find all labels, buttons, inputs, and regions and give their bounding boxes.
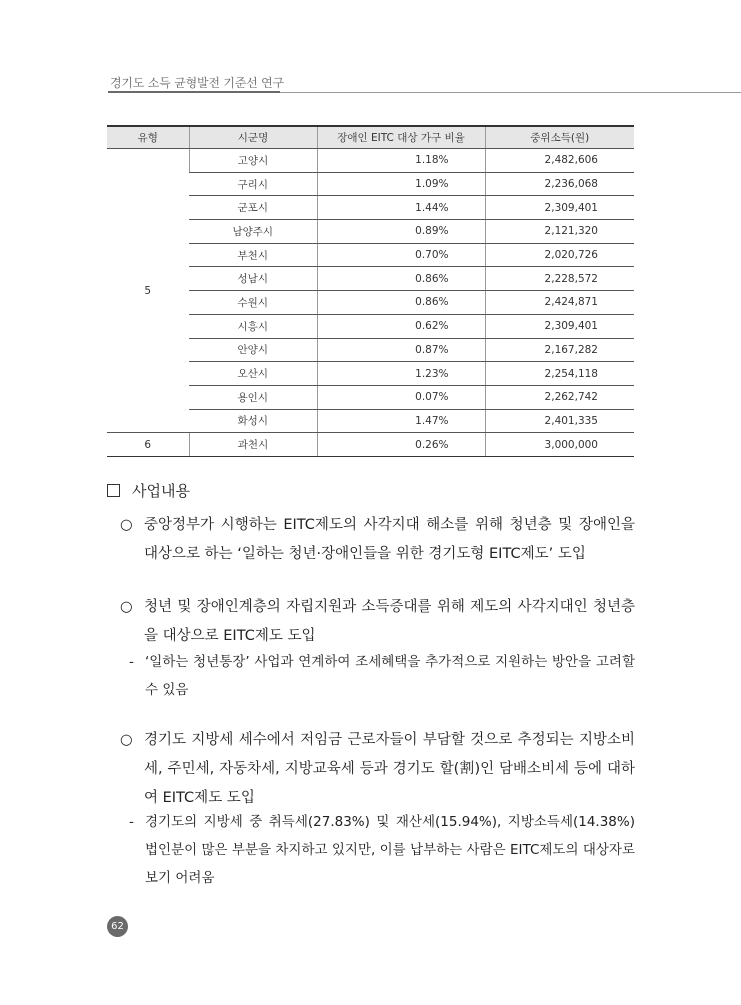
ratio-cell: 0.89% [317, 220, 485, 244]
income-cell: 2,228,572 [485, 267, 634, 291]
city-cell: 용인시 [189, 385, 317, 409]
section-heading-text: 사업내용 [132, 482, 190, 500]
city-cell: 군포시 [189, 196, 317, 220]
income-cell: 2,254,118 [485, 362, 634, 386]
ratio-cell: 0.86% [317, 291, 485, 315]
city-cell: 고양시 [189, 149, 317, 173]
column-header-ratio: 장애인 EITC 대상 가구 비율 [317, 126, 485, 149]
income-cell: 2,236,068 [485, 172, 634, 196]
eitc-ratio-table [107, 125, 634, 457]
income-cell: 2,309,401 [485, 314, 634, 338]
sub-text-3: 경기도의 지방세 중 취득세(27.83%) 및 재산세(15.94%), 지방소득세(14.38%) 법인분이 많은 부분을 차지하고 있지만, 이를 납부하는 사람은 EITC제도의 대상자로 보기 어려움 [145, 814, 635, 886]
type-cell: 5 [107, 149, 189, 433]
header-rule-dark [108, 91, 280, 93]
city-cell: 안양시 [189, 338, 317, 362]
city-cell: 남양주시 [189, 220, 317, 244]
sub-item-2 [129, 648, 635, 704]
bullet-text-1: 중앙정부가 시행하는 EITC제도의 사각지대 해소를 위해 청년층 및 장애인을 대상으로 하는 ‘일하는 청년·장애인들을 위한 경기도형 EITC제도’ 도입 [144, 517, 635, 562]
table-row [107, 433, 634, 457]
dash-bullet-icon: - [129, 814, 134, 830]
city-cell: 시흥시 [189, 314, 317, 338]
circle-bullet-icon: ○ [120, 732, 133, 748]
running-header-title: 경기도 소득 균형발전 기준선 연구 [110, 76, 284, 90]
income-cell: 2,482,606 [485, 149, 634, 173]
sub-item-3 [129, 808, 635, 892]
header-rule-light [280, 92, 741, 93]
ratio-cell: 1.18% [317, 149, 485, 173]
ratio-cell: 1.23% [317, 362, 485, 386]
page-number-badge: 62 [107, 916, 128, 937]
section-heading [107, 480, 190, 501]
ratio-cell: 1.44% [317, 196, 485, 220]
table-header-row [107, 126, 634, 149]
city-cell: 화성시 [189, 409, 317, 433]
dash-bullet-icon: - [129, 654, 134, 670]
city-cell: 과천시 [189, 433, 317, 457]
table-row [107, 149, 634, 173]
income-cell: 3,000,000 [485, 433, 634, 457]
ratio-cell: 0.70% [317, 243, 485, 267]
city-cell: 수원시 [189, 291, 317, 315]
ratio-cell: 0.62% [317, 314, 485, 338]
bullet-item-2 [120, 593, 635, 651]
income-cell: 2,401,335 [485, 409, 634, 433]
type-cell: 6 [107, 433, 189, 457]
city-cell: 성남시 [189, 267, 317, 291]
bullet-item-3 [120, 726, 635, 813]
ratio-cell: 0.07% [317, 385, 485, 409]
income-cell: 2,424,871 [485, 291, 634, 315]
sub-text-2: ‘일하는 청년통장’ 사업과 연계하여 조세혜택을 추가적으로 지원하는 방안을 고려할 수 있음 [145, 654, 635, 698]
income-cell: 2,262,742 [485, 385, 634, 409]
table-body [107, 149, 634, 457]
bullet-text-3: 경기도 지방세 세수에서 저임금 근로자들이 부담할 것으로 추정되는 지방소비세, 주민세, 자동차세, 지방교육세 등과 경기도 할(割)인 담배소비세 등에 대하여 EITC제도 도입 [144, 732, 635, 806]
ratio-cell: 1.09% [317, 172, 485, 196]
checkbox-square-icon [107, 484, 120, 497]
column-header-income: 중위소득(원) [485, 126, 634, 149]
income-cell: 2,020,726 [485, 243, 634, 267]
bullet-item-1 [120, 511, 635, 569]
circle-bullet-icon: ○ [120, 517, 133, 533]
ratio-cell: 0.26% [317, 433, 485, 457]
column-header-city: 시군명 [189, 126, 317, 149]
income-cell: 2,121,320 [485, 220, 634, 244]
income-cell: 2,309,401 [485, 196, 634, 220]
column-header-type: 유형 [107, 126, 189, 149]
ratio-cell: 0.87% [317, 338, 485, 362]
ratio-cell: 1.47% [317, 409, 485, 433]
income-cell: 2,167,282 [485, 338, 634, 362]
city-cell: 부천시 [189, 243, 317, 267]
city-cell: 구리시 [189, 172, 317, 196]
city-cell: 오산시 [189, 362, 317, 386]
bullet-text-2: 청년 및 장애인계층의 자립지원과 소득증대를 위해 제도의 사각지대인 청년층을 대상으로 EITC제도 도입 [144, 599, 635, 644]
circle-bullet-icon: ○ [120, 599, 133, 615]
ratio-cell: 0.86% [317, 267, 485, 291]
